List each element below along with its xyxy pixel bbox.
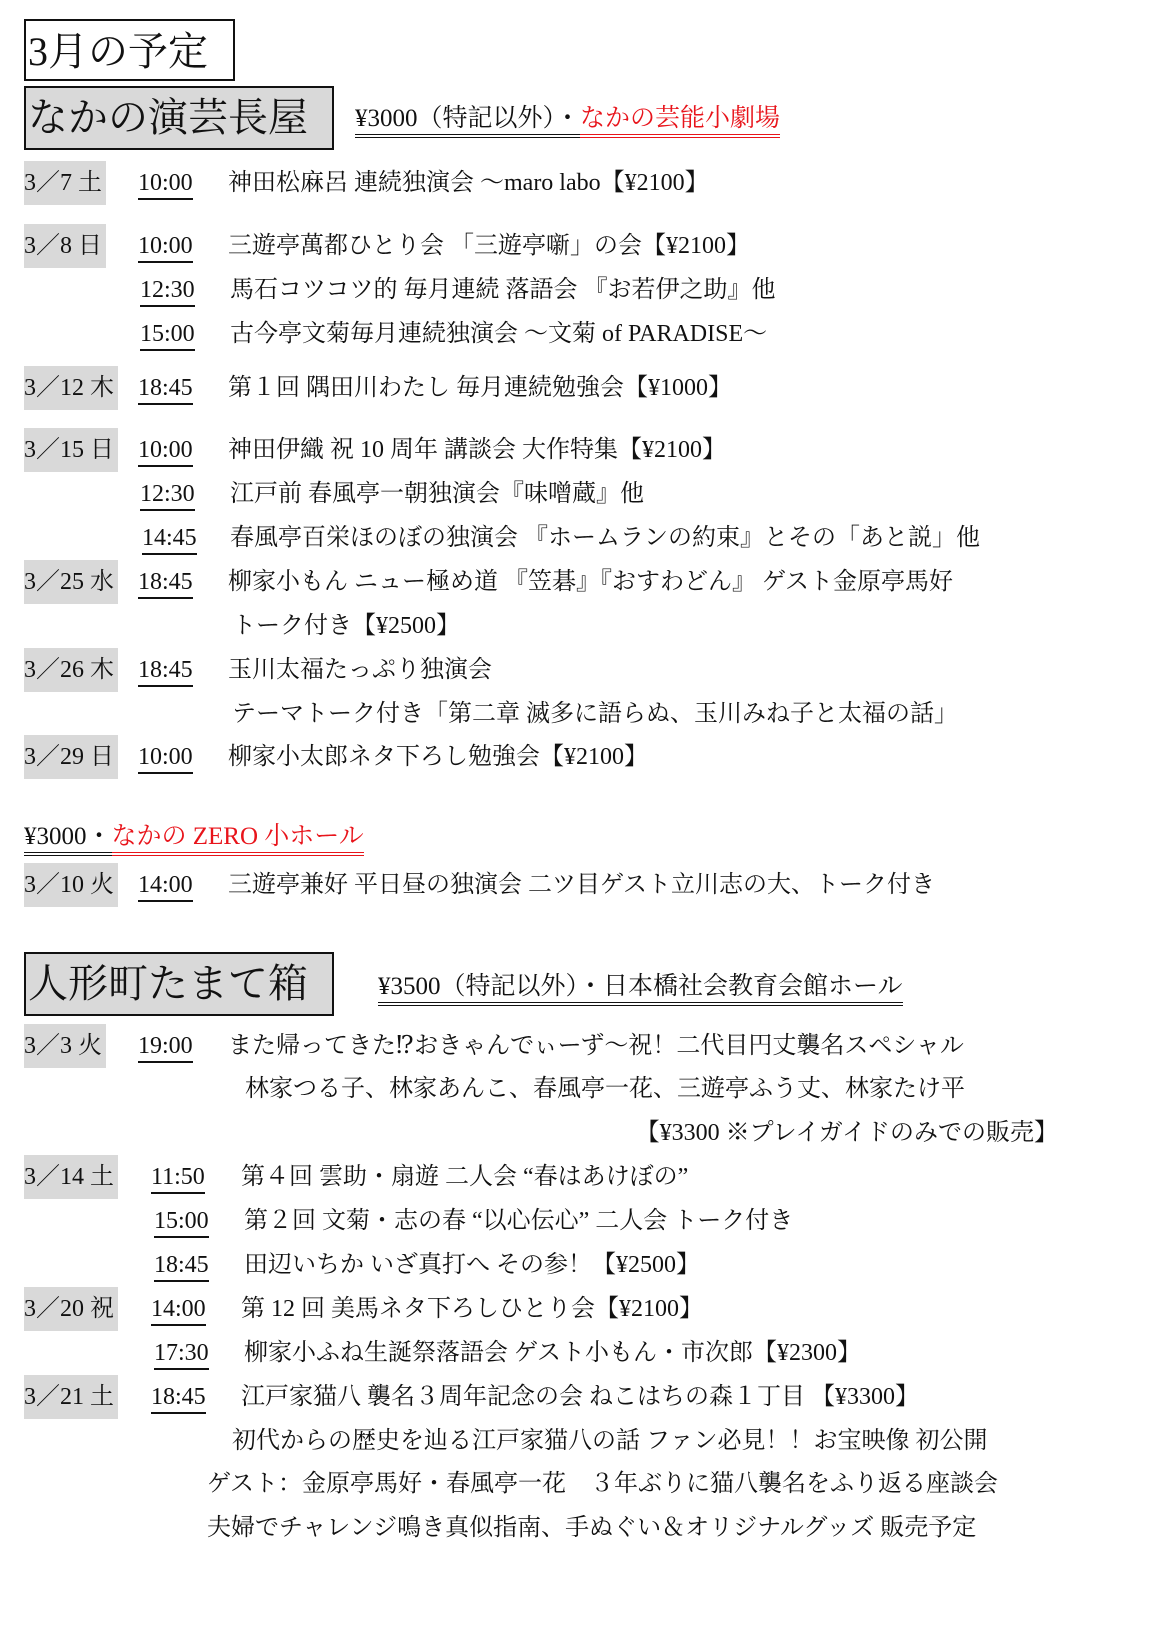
entry-text: 第 12 回 美馬ネタ下ろしひとり会【¥2100】	[241, 1296, 703, 1322]
entry-text: 田辺いちか いざ真打へ その参！【¥2500】	[244, 1252, 700, 1278]
entry-date: 3／12 木	[24, 366, 118, 410]
entry-text-continued: ゲスト：金原亭馬好・春風亭一花 ３年ぶりに猫八襲名をふり返る座談会	[207, 1471, 999, 1497]
entry-time: 10:00	[138, 435, 193, 467]
entry-time: 15:00	[140, 319, 195, 351]
entry-time: 14:00	[138, 870, 193, 902]
entry-date: 3／15 日	[24, 428, 118, 472]
entry-text: 古今亭文菊毎月連続独演会 ～文菊 of PARADISE～	[230, 321, 768, 347]
schedule-entry	[0, 226, 1152, 266]
entry-text: 柳家小もん ニュー極め道 『笠碁』『おすわどん』 ゲスト金原亭馬好	[228, 569, 954, 595]
entry-text: また帰ってきた⁉おきゃんでぃーず～祝！二代目円丈襲名スペシャル	[228, 1033, 964, 1059]
entry-price-note: 【¥3300 ※プレイガイドのみでの販売】	[635, 1120, 1058, 1146]
entry-text: 玉川太福たっぷり独演会	[228, 657, 492, 683]
entry-text: 三遊亭兼好 平日昼の独演会 二ツ目ゲスト立川志の大、トーク付き	[228, 872, 936, 898]
entry-time: 14:00	[151, 1294, 206, 1326]
entry-text-continued: 初代からの歴史を辿る江戸家猫八の話 ファン必見！！お宝映像 初公開	[232, 1428, 988, 1454]
entry-text-continued: 夫婦でチャレンジ鳴き真似指南、手ぬぐい＆オリジナルグッズ 販売予定	[207, 1515, 977, 1541]
venue-place: なかの ZERO 小ホール	[112, 823, 364, 856]
schedule-entry	[0, 474, 1152, 514]
entry-time: 18:45	[138, 655, 193, 687]
schedule-entry	[0, 368, 1152, 408]
entry-text-continued: トーク付き【¥2500】	[232, 613, 460, 639]
venue-info	[378, 970, 903, 1004]
entry-performers: 林家つる子、林家あんこ、春風亭一花、三遊亭ふう丈、林家たけ平	[245, 1076, 965, 1102]
entry-time: 18:45	[138, 373, 193, 405]
schedule-entry	[0, 518, 1152, 558]
entry-date: 3／10 火	[24, 863, 118, 907]
entry-date: 3／8 日	[24, 224, 106, 268]
entry-text: 柳家小ふね生誕祭落語会 ゲスト小もん・市次郎【¥2300】	[244, 1340, 862, 1366]
entry-time: 15:00	[154, 1206, 209, 1238]
schedule-entry	[0, 314, 1152, 354]
schedule-entry	[0, 562, 1152, 639]
price-note: ¥3000・	[24, 823, 112, 856]
entry-text: 江戸家猫八 襲名３周年記念の会 ねこはちの森１丁目 【¥3300】	[241, 1384, 919, 1410]
entry-text: 神田伊織 祝 10 周年 講談会 大作特集【¥2100】	[228, 437, 726, 463]
entry-time: 18:45	[138, 567, 193, 599]
entry-time: 10:00	[138, 742, 193, 774]
entry-date: 3／25 水	[24, 560, 118, 604]
schedule-entry	[0, 865, 1152, 905]
schedule-entry	[0, 1201, 1152, 1241]
page-title: 3月の予定	[24, 19, 235, 81]
entry-date: 3／26 木	[24, 648, 118, 692]
entry-text: 馬石コツコツ的 毎月連続 落語会 『お若伊之助』他	[230, 277, 776, 303]
schedule-entry	[0, 737, 1152, 777]
venue-info	[355, 102, 780, 136]
entry-time: 14:45	[142, 523, 197, 555]
entry-text: 第２回 文菊・志の春 “以心伝心” 二人会 トーク付き	[244, 1208, 794, 1234]
entry-time: 18:45	[151, 1382, 206, 1414]
entry-text: 柳家小太郎ネタ下ろし勉強会【¥2100】	[228, 744, 648, 770]
venue-heading-nakano-engei: なかの演芸長屋	[24, 86, 334, 150]
price-note: ¥3500（特記以外）・日本橋社会教育会館ホール	[378, 973, 903, 1006]
entry-time: 12:30	[140, 479, 195, 511]
entry-text: 神田松麻呂 連続独演会 ～maro labo【¥2100】	[228, 170, 709, 196]
schedule-entry	[0, 650, 1152, 727]
entry-text-continued: テーマトーク付き「第二章 滅多に語らぬ、玉川みね子と太福の話」	[232, 701, 958, 727]
entry-time: 19:00	[138, 1031, 193, 1063]
entry-time: 11:50	[151, 1162, 205, 1194]
schedule-entry	[0, 163, 1152, 203]
schedule-entry	[0, 430, 1152, 470]
venue-place: なかの芸能小劇場	[580, 105, 780, 138]
entry-time: 12:30	[140, 275, 195, 307]
entry-time: 18:45	[154, 1250, 209, 1282]
entry-time: 17:30	[154, 1338, 209, 1370]
entry-text: 第１回 隅田川わたし 毎月連続勉強会【¥1000】	[228, 375, 732, 401]
schedule-entry	[0, 1026, 1152, 1146]
entry-time: 10:00	[138, 231, 193, 263]
schedule-entry	[0, 1333, 1152, 1373]
venue-info-zero	[24, 820, 364, 854]
schedule-entry	[0, 1377, 1152, 1541]
entry-text: 江戸前 春風亭一朝独演会『味噌蔵』他	[230, 481, 644, 507]
schedule-entry	[0, 1245, 1152, 1285]
entry-date: 3／20 祝	[24, 1287, 118, 1331]
entry-date: 3／21 土	[24, 1375, 118, 1419]
entry-time: 10:00	[138, 168, 193, 200]
entry-date: 3／3 火	[24, 1024, 106, 1068]
venue-heading-ningyocho: 人形町たまて箱	[24, 952, 334, 1016]
schedule-entry	[0, 1157, 1152, 1197]
schedule-entry	[0, 270, 1152, 310]
entry-text: 第４回 雲助・扇遊 二人会 “春はあけぼの”	[241, 1164, 689, 1190]
price-note: ¥3000（特記以外）・	[355, 105, 580, 138]
entry-date: 3／29 日	[24, 735, 118, 779]
schedule-entry	[0, 1289, 1152, 1329]
entry-text: 三遊亭萬都ひとり会 「三遊亭噺」の会【¥2100】	[228, 233, 750, 259]
entry-date: 3／7 土	[24, 161, 106, 205]
entry-text: 春風亭百栄ほのぼの独演会 『ホームランの約束』とその「あと説」他	[230, 525, 980, 551]
entry-date: 3／14 土	[24, 1155, 118, 1199]
